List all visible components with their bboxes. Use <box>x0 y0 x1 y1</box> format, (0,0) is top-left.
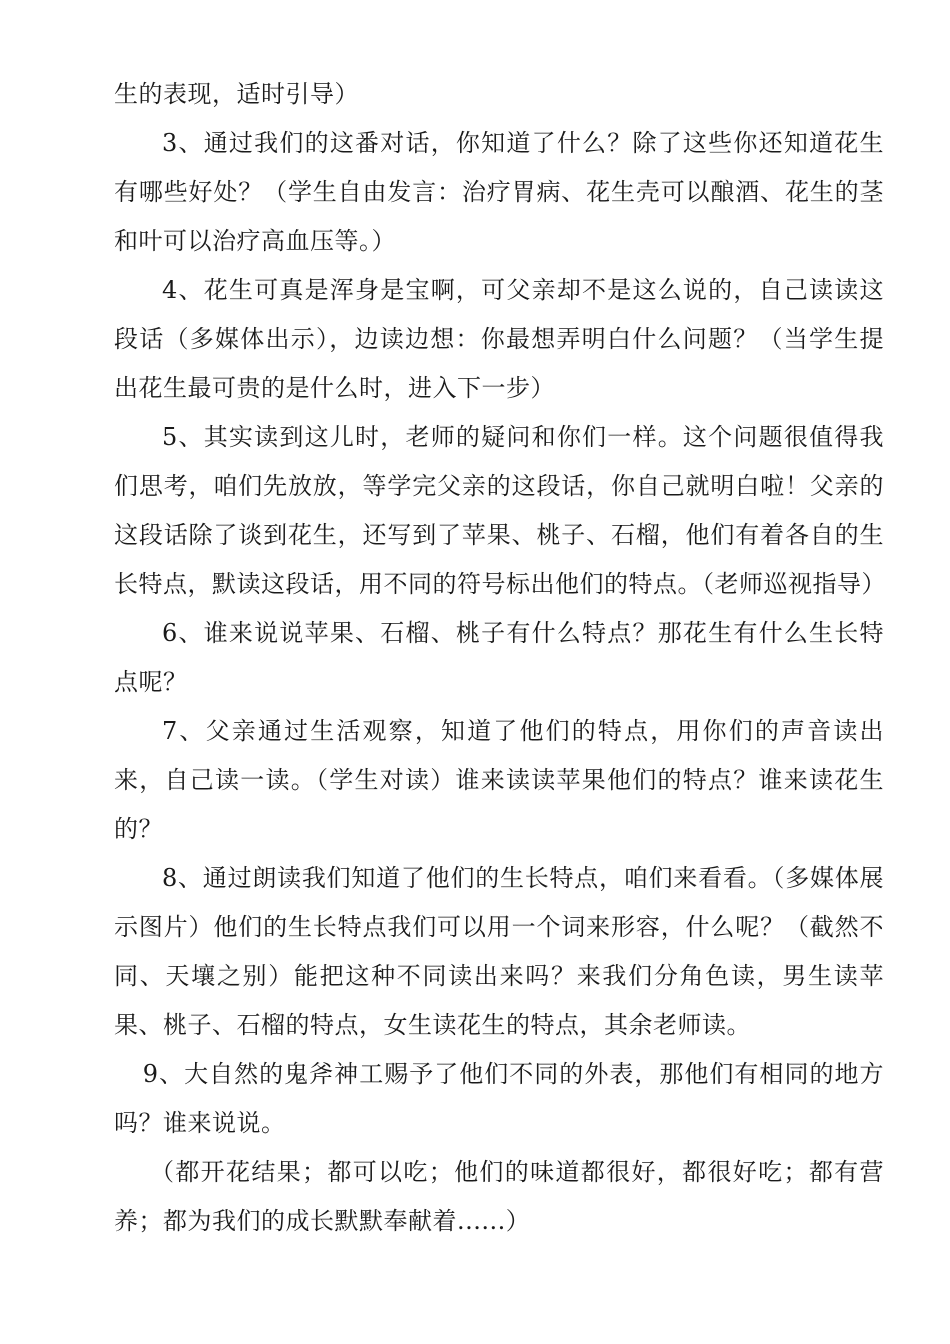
paragraph-step-9: 9、大自然的鬼斧神工赐予了他们不同的外表，那他们有相同的地方吗？谁来说说。 <box>114 1060 884 1137</box>
paragraph-step-4: 4、花生可真是浑身是宝啊，可父亲却不是这么说的，自己读读这段话（多媒体出示），边读边想：你最想弄明白什么问题？（当学生提出花生最可贵的是什么时，进入下一步） <box>114 276 884 402</box>
paragraph-step-5: 5、其实读到这儿时，老师的疑问和你们一样。这个问题很值得我们思考，咱们先放放，等学完父亲的这段话，你自己就明白啦！父亲的这段话除了谈到花生，还写到了苹果、桃子、石榴，他们有着各自的生长特点，默读这段话，用不同的符号标出他们的特点。（老师巡视指导） <box>114 423 886 598</box>
document-body <box>114 70 884 1246</box>
paragraph-continuation: 生的表现，适时引导） <box>114 80 359 108</box>
paragraph-step-8: 8、通过朗读我们知道了他们的生长特点，咱们来看看。（多媒体展示图片）他们的生长特点我们可以用一个词来形容，什么呢？（截然不同、天壤之别）能把这种不同读出来吗？来我们分角色读，男生读苹果、桃子、石榴的特点，女生读花生的特点，其余老师读。 <box>114 864 884 1039</box>
paragraph-step-7: 7、父亲通过生活观察，知道了他们的特点，用你们的声音读出来，自己读一读。（学生对读）谁来读读苹果他们的特点？谁来读花生的？ <box>114 717 884 843</box>
paragraph-step-3: 3、通过我们的这番对话，你知道了什么？除了这些你还知道花生有哪些好处？（学生自由发言：治疗胃病、花生壳可以酿酒、花生的茎和叶可以治疗高血压等。） <box>114 129 884 255</box>
paragraph-step-6: 6、谁来说说苹果、石榴、桃子有什么特点？那花生有什么生长特点呢？ <box>114 619 884 696</box>
paragraph-answer-note: （都开花结果；都可以吃；他们的味道都很好，都很好吃；都有营养；都为我们的成长默默奉献着......） <box>114 1158 884 1235</box>
